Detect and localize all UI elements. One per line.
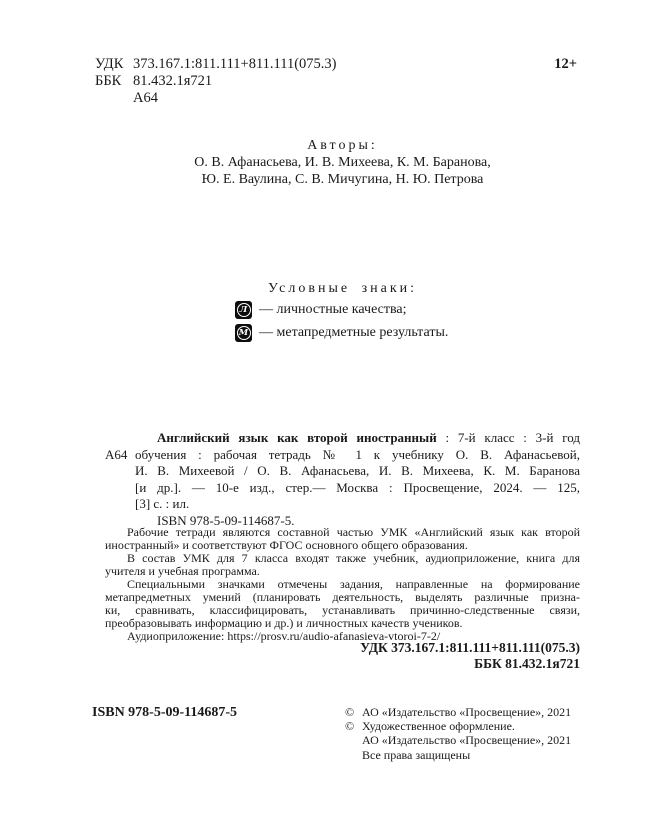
catalog-line-2: обучения : рабочая тетрадь № 1 к учебнику О. В. Афанасьевой, — [135, 446, 580, 462]
age-rating-badge: 12+ — [554, 56, 577, 72]
footer-isbn: ISBN 978-5-09-114687-5 — [92, 705, 238, 720]
legend-item-metasubject — [235, 324, 448, 342]
copyright-line: АО «Издательство «Просвещение», 2021 — [362, 733, 572, 748]
cataloging-codes-block — [95, 56, 337, 107]
copyright-symbol: © — [345, 705, 355, 719]
annotation-p3-line4: преобразовывать информацию и др.) и личностных качеств учеников. — [105, 616, 463, 630]
catalog-line-5: [3] с. : ил. — [135, 496, 190, 511]
imprint-bbk: ББК 81.432.1я721 — [474, 656, 580, 671]
authors-heading: Авторы: — [307, 138, 378, 153]
catalog-line-4: [и др.]. — 10-е изд., стер.— Москва : Просвещение, 2024. — 125, — [135, 479, 580, 495]
catalog-line-1: Английский язык как второй иностранный : 7-й класс : 3-й год — [157, 430, 580, 445]
catalog-author-sign: А64 — [105, 446, 128, 462]
catalog-line-3: И. В. Михеевой / О. В. Афанасьева, И. В. Михеева, К. М. Баранова — [135, 463, 580, 478]
annotation-p3-line2: метапредметных умений (планировать деятельность, выделять различные призна- — [105, 590, 580, 604]
copyright-symbol: © — [345, 719, 355, 734]
annotation-block — [105, 526, 580, 643]
catalog-card — [105, 430, 580, 529]
catalog-text — [135, 430, 580, 529]
udk-label: УДК — [95, 56, 124, 72]
legend-item-personal — [235, 301, 448, 319]
book-title: Английский язык как второй иностранный — [157, 430, 437, 445]
annotation-p3-line1: Специальными значками отмечены задания, направленные на формирование — [127, 577, 580, 591]
authors-block — [105, 137, 580, 188]
legend-block — [235, 301, 448, 342]
bbk-row — [95, 73, 337, 90]
annotation-p1-line1: Рабочие тетради являются составной частью УМК «Английский язык как второй — [127, 525, 580, 539]
bbk-value: 81.432.1я721 — [133, 73, 213, 89]
authors-line-1: О. В. Афанасьева, И. В. Михеева, К. М. Баранова, — [194, 155, 491, 170]
copyright-line: © Художественное оформление. — [345, 719, 515, 734]
catalog-isbn: ISBN 978-5-09-114687-5. — [157, 512, 295, 528]
legend-heading: Условные знаки: — [267, 281, 418, 296]
legend-item-label: — личностные качества; — [259, 302, 407, 317]
authors-line-2: Ю. Е. Ваулина, С. В. Мичугина, Н. Ю. Петрова — [201, 172, 484, 187]
copyright-line: © АО «Издательство «Просвещение», 2021 — [345, 705, 572, 719]
copyright-line: Все права защищены — [362, 747, 471, 762]
udk-row — [95, 56, 337, 73]
imprint-udk: УДК 373.167.1:811.111+811.111(075.3) — [360, 640, 580, 655]
audio-appendix-line: Аудиоприложение: https://prosv.ru/audio-afanasieva-vtoroi-7-2/ — [127, 629, 441, 643]
legend-item-label: — метапредметные результаты. — [259, 325, 449, 340]
annotation-p3-line3: ки, сравнивать, классифицировать, устанавливать причинно-следственные связи, — [105, 603, 580, 617]
annotation-p2-line1: В состав УМК для 7 класса входят также учебник, аудиоприложение, книга для — [127, 551, 580, 565]
personal-qualities-icon: Л — [235, 301, 252, 319]
copyright-block — [345, 705, 571, 762]
imprint-codes-block — [105, 640, 580, 672]
metasubject-results-icon: М — [235, 324, 252, 342]
author-sign-row — [95, 90, 337, 107]
bbk-label: ББК — [95, 73, 122, 89]
udk-value: 373.167.1:811.111+811.111(075.3) — [133, 56, 337, 72]
annotation-p1-line2: иностранный» и соответствуют ФГОС основного общего образования. — [105, 538, 468, 552]
author-sign: А64 — [133, 90, 158, 106]
annotation-p2-line2: учителя и учебная программа. — [105, 564, 260, 578]
